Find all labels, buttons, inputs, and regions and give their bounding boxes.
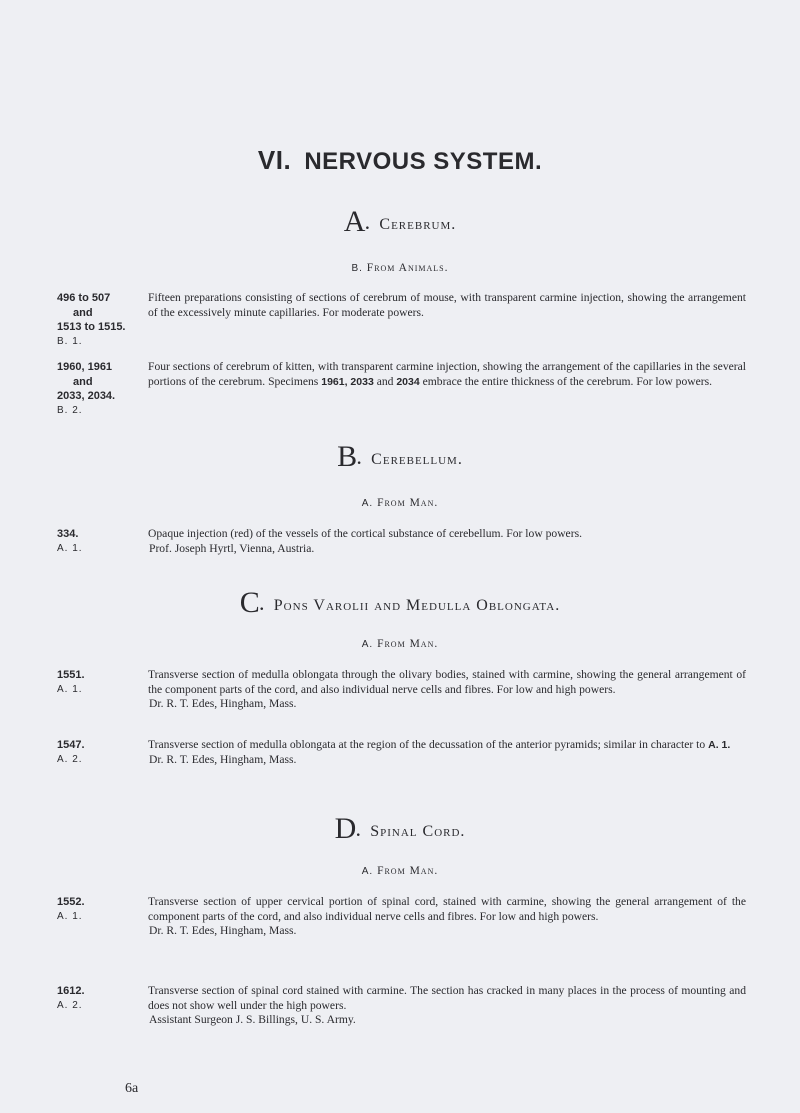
specimen-ids: 1960, 1961 and 2033, 2034. B. 2. [57, 361, 116, 416]
page-folio: 6a [125, 1081, 139, 1096]
section-name: Pons Varolii and Medulla Oblongata. [273, 597, 561, 614]
entry-description: Four sections of cerebrum of kitten, with transparent carmine injection, showing the arrangement of the capillaries in the several portions of the cerebrum. Specimens 1961, 2033 and 2034 embrace the entire thickness of the cerebrum. For low powers. [148, 360, 746, 388]
donor-credit: Assistant Surgeon J. S. Billings, U. S. Army. [149, 1013, 356, 1027]
specimen-ids: 496 to 507 and 1513 to 1515. B. 1. [57, 292, 126, 347]
donor-credit: Dr. R. T. Edes, Hingham, Mass. [149, 924, 297, 938]
donor-credit: Prof. Joseph Hyrtl, Vienna, Austria. [149, 541, 315, 555]
section-name: Spinal Cord. [370, 823, 466, 840]
entry-description: Transverse section of medulla oblongata at the region of the decussation of the anterior pyramids; similar in character to A. 1. Dr. R. T. Edes, Hingham, Mass. [148, 738, 746, 767]
entry-description: Transverse section of spinal cord stained with carmine. The section has cracked in many places in the process of mounting and does not show well under the high powers. Assistant Surgeon J. S. Billings, U. S. Army. [148, 984, 746, 1027]
subheading-from-animals: B. From Animals. [351, 262, 449, 274]
section-letter: A [343, 205, 366, 238]
entry-description: Transverse section of medulla oblongata through the olivary bodies, stained with carmine, showing the general arrangement of the component parts of the cord, and also individual nerve cells and fibres. For low and high powers. Dr. R. T. Edes, Hingham, Mass. [148, 668, 746, 711]
chapter-number: VI. [257, 145, 292, 175]
section-letter: C [239, 586, 260, 619]
subheading-from-man: A. From Man. [361, 865, 439, 877]
entry-description: Fifteen preparations consisting of sections of cerebrum of mouse, with transparent carmine injection, showing the arrangement of the excessively minute capillaries. For moderate powers. [148, 291, 746, 319]
chapter-title: NERVOUS SYSTEM. [304, 148, 543, 175]
section-letter: B [337, 440, 358, 473]
section-name: Cerebellum. [371, 451, 463, 468]
section-heading-pons-medulla: C. Pons Varolii and Medulla Oblongata. [239, 586, 561, 619]
donor-credit: Dr. R. T. Edes, Hingham, Mass. [149, 752, 297, 766]
specimen-ids: 1547. A. 2. [57, 739, 85, 765]
specimen-ids: 1551. A. 1. [57, 669, 85, 695]
subheading-from-man: A. From Man. [361, 638, 439, 650]
subheading-from-man: A. From Man. [361, 497, 439, 509]
specimen-ids: 334. A. 1. [57, 528, 83, 554]
section-heading-cerebrum: A. Cerebrum. [343, 205, 457, 238]
specimen-ids: 1612. A. 2. [57, 985, 85, 1011]
section-heading-cerebellum: B. Cerebellum. [337, 440, 463, 473]
donor-credit: Dr. R. T. Edes, Hingham, Mass. [149, 697, 297, 711]
entry-description: Transverse section of upper cervical portion of spinal cord, stained with carmine, showing the general arrangement of the component parts of the cord, and also individual nerve cells and fibres. For low and high powers. Dr. R. T. Edes, Hingham, Mass. [148, 895, 746, 938]
section-name: Cerebrum. [379, 216, 457, 233]
section-letter: D [334, 812, 357, 845]
entry-description: Opaque injection (red) of the vessels of the cortical substance of cerebellum. For low powers. Prof. Joseph Hyrtl, Vienna, Austria. [148, 527, 746, 556]
specimen-ids: 1552. A. 1. [57, 896, 85, 922]
section-heading-spinal-cord: D. Spinal Cord. [334, 812, 466, 845]
page-title [0, 145, 800, 176]
